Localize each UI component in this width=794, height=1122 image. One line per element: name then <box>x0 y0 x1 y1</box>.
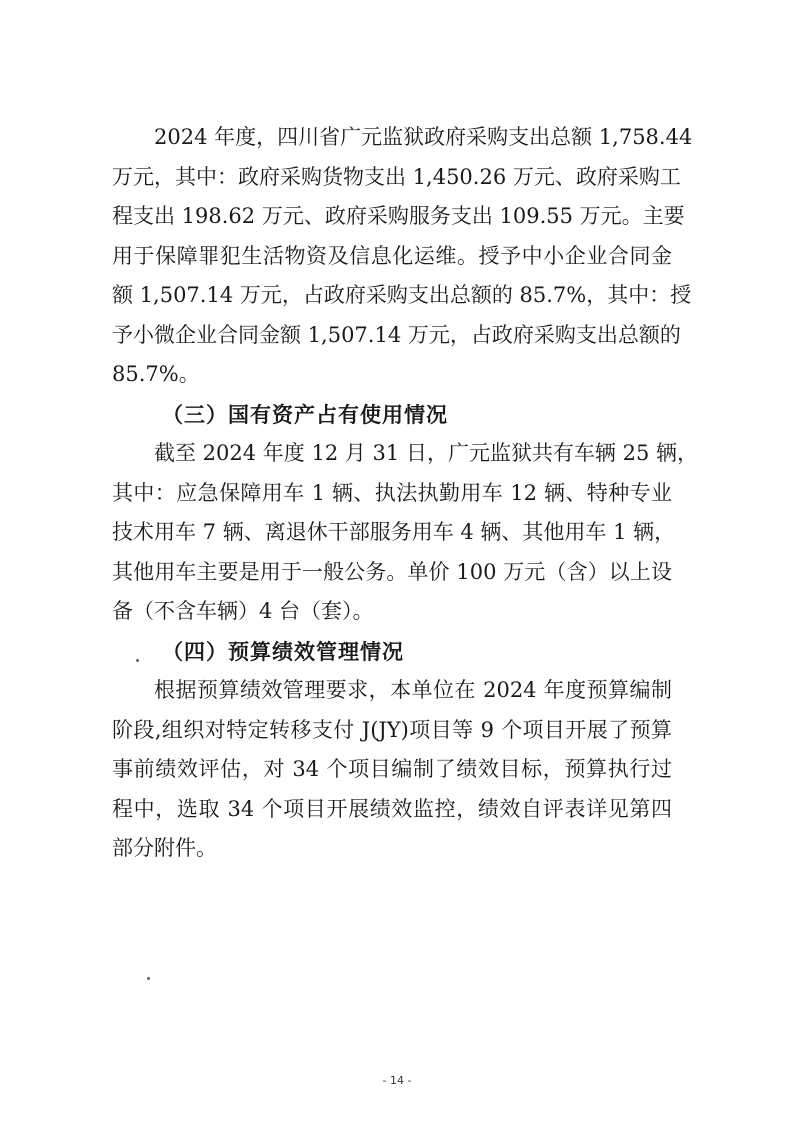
section-heading-performance: （四）预算绩效管理情况 <box>162 638 404 664</box>
scan-speck <box>147 977 150 980</box>
section-heading-assets: （三）国有资产占有使用情况 <box>162 401 448 427</box>
paragraph-line: 额 1,507.14 万元，占政府采购支出总额的 85.7%，其中：授 <box>112 283 692 307</box>
paragraph-line: 85.7%。 <box>112 362 200 386</box>
paragraph-line: 予小微企业合同金额 1,507.14 万元，占政府采购支出总额的 <box>112 322 681 347</box>
paragraph-line: 根据预算绩效管理要求，本单位在 2024 年度预算编制 <box>154 678 672 702</box>
paragraph-line: 技术用车 7 辆、离退休干部服务用车 4 辆、其他用车 1 辆， <box>112 520 676 544</box>
page-number: - 14 - <box>382 1074 412 1087</box>
paragraph-line: 其中：应急保障用车 1 辆、执法执勤用车 12 辆、特种专业 <box>112 480 672 505</box>
document-body <box>112 118 699 869</box>
paragraph-line: 用于保障罪犯生活物资及信息化运维。授予中小企业合同金 <box>112 243 672 268</box>
paragraph-line: 程支出 198.62 万元、政府采购服务支出 109.55 万元。主要 <box>112 204 685 228</box>
paragraph-line: 万元，其中：政府采购货物支出 1,450.26 万元、政府采购工 <box>112 164 681 189</box>
paragraph-line: 其他用车主要是用于一般公务。单价 100 万元（含）以上设 <box>112 559 672 584</box>
paragraph-line: 备（不含车辆）4 台（套）。 <box>112 599 374 623</box>
paragraph-line: 部分附件。 <box>112 836 217 860</box>
paragraph-line: 阶段,组织对特定转移支付 J(JY)项目等 9 个项目开展了预算 <box>112 717 672 742</box>
scan-speck <box>136 659 139 662</box>
paragraph-line: 程中，选取 34 个项目开展绩效监控，绩效自评表详见第四 <box>112 796 672 821</box>
paragraph-line: 事前绩效评估，对 34 个项目编制了绩效目标，预算执行过 <box>112 757 672 781</box>
paragraph-line: 截至 2024 年度 12 月 31 日，广元监狱共有车辆 25 辆， <box>154 441 699 465</box>
paragraph-line: 2024 年度，四川省广元监狱政府采购支出总额 1,758.44 <box>154 125 693 149</box>
